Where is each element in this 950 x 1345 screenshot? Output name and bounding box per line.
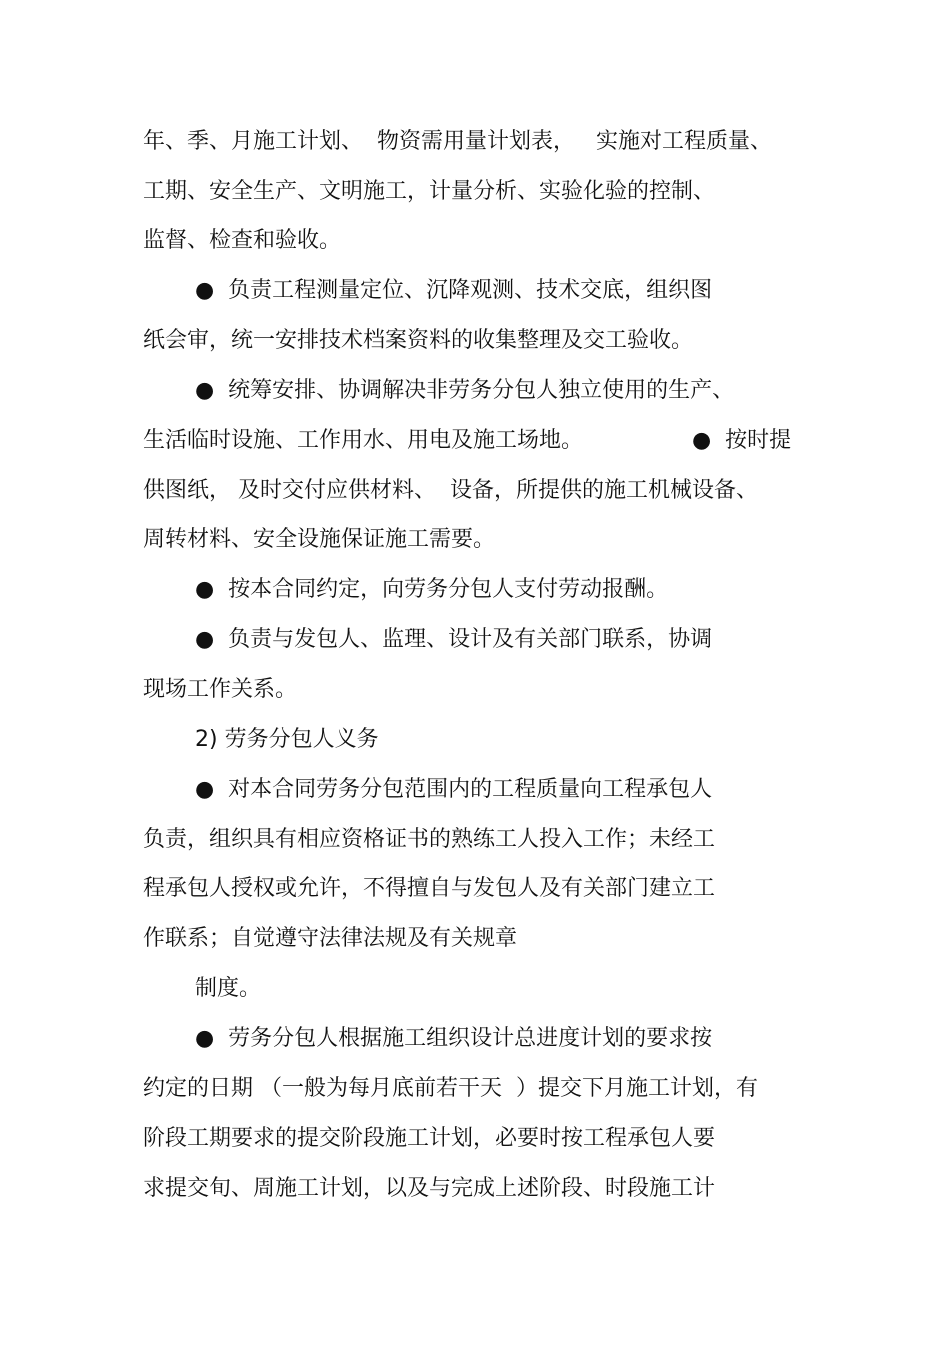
text-line: 约定的日期 （一般为每月底前若干天 ）提交下月施工计划，有 xyxy=(143,1076,758,1101)
text-line: 周转材料、安全设施保证施工需要。 xyxy=(143,527,496,552)
bullet-line: ● 按时提 xyxy=(692,428,792,453)
text-line: 负责，组织具有相应资格证书的熟练工人投入工作；未经工 xyxy=(143,827,716,852)
text-line: 制度。 xyxy=(195,976,262,1001)
section-heading: 2) 劳务分包人义务 xyxy=(195,727,379,752)
text-line: 纸会审，统一安排技术档案资料的收集整理及交工验收。 xyxy=(143,328,694,353)
bullet-line: ● 按本合同约定，向劳务分包人支付劳动报酬。 xyxy=(195,577,669,602)
bullet-line: ● 统筹安排、协调解决非劳务分包人独立使用的生产、 xyxy=(195,378,735,403)
bullet-line: ● 负责与发包人、监理、设计及有关部门联系，协调 xyxy=(195,627,713,652)
text-line: 工期、安全生产、文明施工，计量分析、实验化验的控制、 xyxy=(143,179,716,204)
bullet-line: ● 劳务分包人根据施工组织设计总进度计划的要求按 xyxy=(195,1026,713,1051)
text-line: 生活临时设施、工作用水、用电及施工场地。 xyxy=(143,428,584,453)
text-line: 程承包人授权或允许，不得擅自与发包人及有关部门建立工 xyxy=(143,876,716,901)
text-line: 阶段工期要求的提交阶段施工计划，必要时按工程承包人要 xyxy=(143,1126,716,1151)
text-line: 现场工作关系。 xyxy=(143,677,298,702)
text-line: 求提交旬、周施工计划，以及与完成上述阶段、时段施工计 xyxy=(143,1176,716,1201)
text-line: 年、季、月施工计划、 物资需用量计划表， 实施对工程质量、 xyxy=(143,129,772,154)
text-line: 作联系；自觉遵守法律法规及有关规章 xyxy=(143,926,518,951)
text-line: 监督、检查和验收。 xyxy=(143,228,342,253)
text-line: 供图纸， 及时交付应供材料、 设备，所提供的施工机械设备、 xyxy=(143,478,758,503)
bullet-line: ● 负责工程测量定位、沉降观测、技术交底，组织图 xyxy=(195,278,713,303)
bullet-line: ● 对本合同劳务分包范围内的工程质量向工程承包人 xyxy=(195,777,713,802)
